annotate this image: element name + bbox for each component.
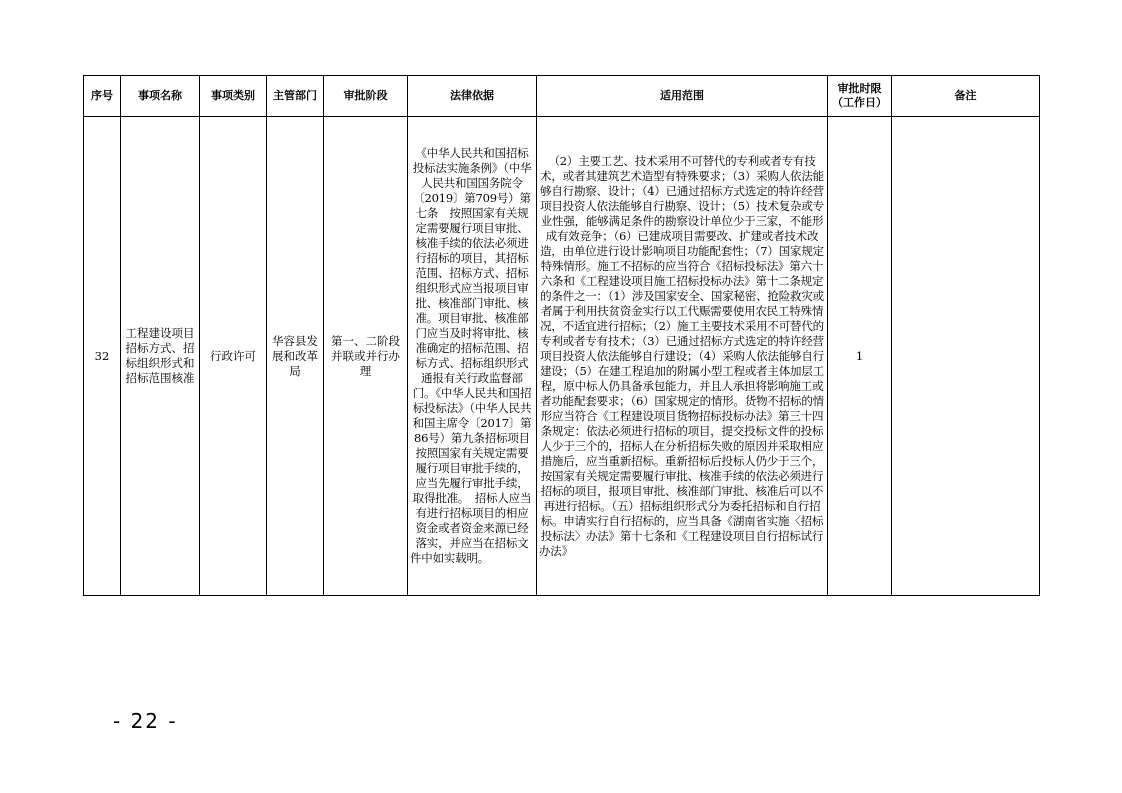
- header-approval-stage: 审批阶段: [324, 76, 408, 117]
- header-time-limit: 审批时限 （工作日）: [828, 76, 892, 117]
- cell-remarks: [892, 117, 1040, 596]
- header-seq: 序号: [84, 76, 121, 117]
- cell-approval-stage: 第一、二阶段并联或并行办理: [324, 117, 408, 596]
- cell-scope: （2）主要工艺、技术采用不可替代的专利或者专有技术，或者其建筑艺术造型有特殊要求；（3）采购人依法能够自行勘察、设计；（4）已通过招标方式选定的特许经营项目投资人依法能够自行勘察、设计；（5）技术复杂或专业性强，能够满足条件的勘察设计单位少于三家，不能形成有效竞争；（6）已建成项目需要改、扩建或者技术改造，由单位进行设计影响项目功能配套性；（7）国家规定特殊情形。施工不招标的应当符合《招标投标法》第六十六条和《工程建设项目施工招标投标办法》第十二条规定的条件之一：（1）涉及国家安全、国家秘密、抢险救灾或者属于利用扶贫资金实行以工代赈需要使用农民工特殊情况，不适宜进行招标；（2）施工主要技术采用不可替代的专利或者专有技术；（3）已通过招标方式选定的特许经营项目投资人依法能够自行建设；（4）采购人依法能够自行建设；（5）在建工程追加的附属小型工程或者主体加层工程，原中标人仍具备承包能力，并且人承担将影响施工或者功能配套要求；（6）国家规定的情形。货物不招标的情形应当符合《工程建设项目货物招标投标办法》第三十四条规定：依法必须进行招标的项目，提交投标文件的投标人少于三个的，招标人在分析招标失败的原因并采取相应措施后，应当重新招标。重新招标后投标人仍少于三个，按国家有关规定需要履行审批、核准手续的依法必须进行招标的项目，报项目审批、核准部门审批、核准后可以不再进行招标。（五）招标组织形式分为委托招标和自行招标。申请实行自行招标的，应当具备《湖南省实施〈招标投标法〉办法》第十七条和《工程建设项目自行招标试行办法》: [537, 117, 828, 596]
- table-header-row: [84, 76, 1040, 117]
- page-number: - 22 -: [113, 709, 178, 733]
- cell-time-limit: 1: [828, 117, 892, 596]
- cell-seq: 32: [84, 117, 121, 596]
- header-legal-basis: 法律依据: [408, 76, 537, 117]
- header-remarks: 备注: [892, 76, 1040, 117]
- header-scope: 适用范围: [537, 76, 828, 117]
- header-item-name: 事项名称: [121, 76, 200, 117]
- header-item-category: 事项类别: [200, 76, 267, 117]
- cell-department: 华容县发展和改革局: [267, 117, 324, 596]
- approval-items-table: [83, 75, 1040, 596]
- cell-item-name: 工程建设项目招标方式、招标组织形式和招标范围核准: [121, 117, 200, 596]
- cell-item-category: 行政许可: [200, 117, 267, 596]
- table-row: [84, 117, 1040, 596]
- cell-legal-basis: 《中华人民共和国招标投标法实施条例》（中华人民共和国国务院令〔2019〕第709号）第七条 按照国家有关规定需要履行项目审批、核准手续的依法必须进行招标的项目，其招标范围、招标方式、招标组织形式应当报项目审批、核准部门审批、核准。项目审批、核准部门应当及时将审批、核准确定的招标范围、招标方式、招标组织形式通报有关行政监督部门。《中华人民共和国招标投标法》（中华人民共和国主席令〔2017〕第86号）第九条招标项目按照国家有关规定需要履行项目审批手续的，应当先履行审批手续，取得批准。 招标人应当有进行招标项目的相应资金或者资金来源已经落实，并应当在招标文件中如实载明。: [408, 117, 537, 596]
- header-department: 主管部门: [267, 76, 324, 117]
